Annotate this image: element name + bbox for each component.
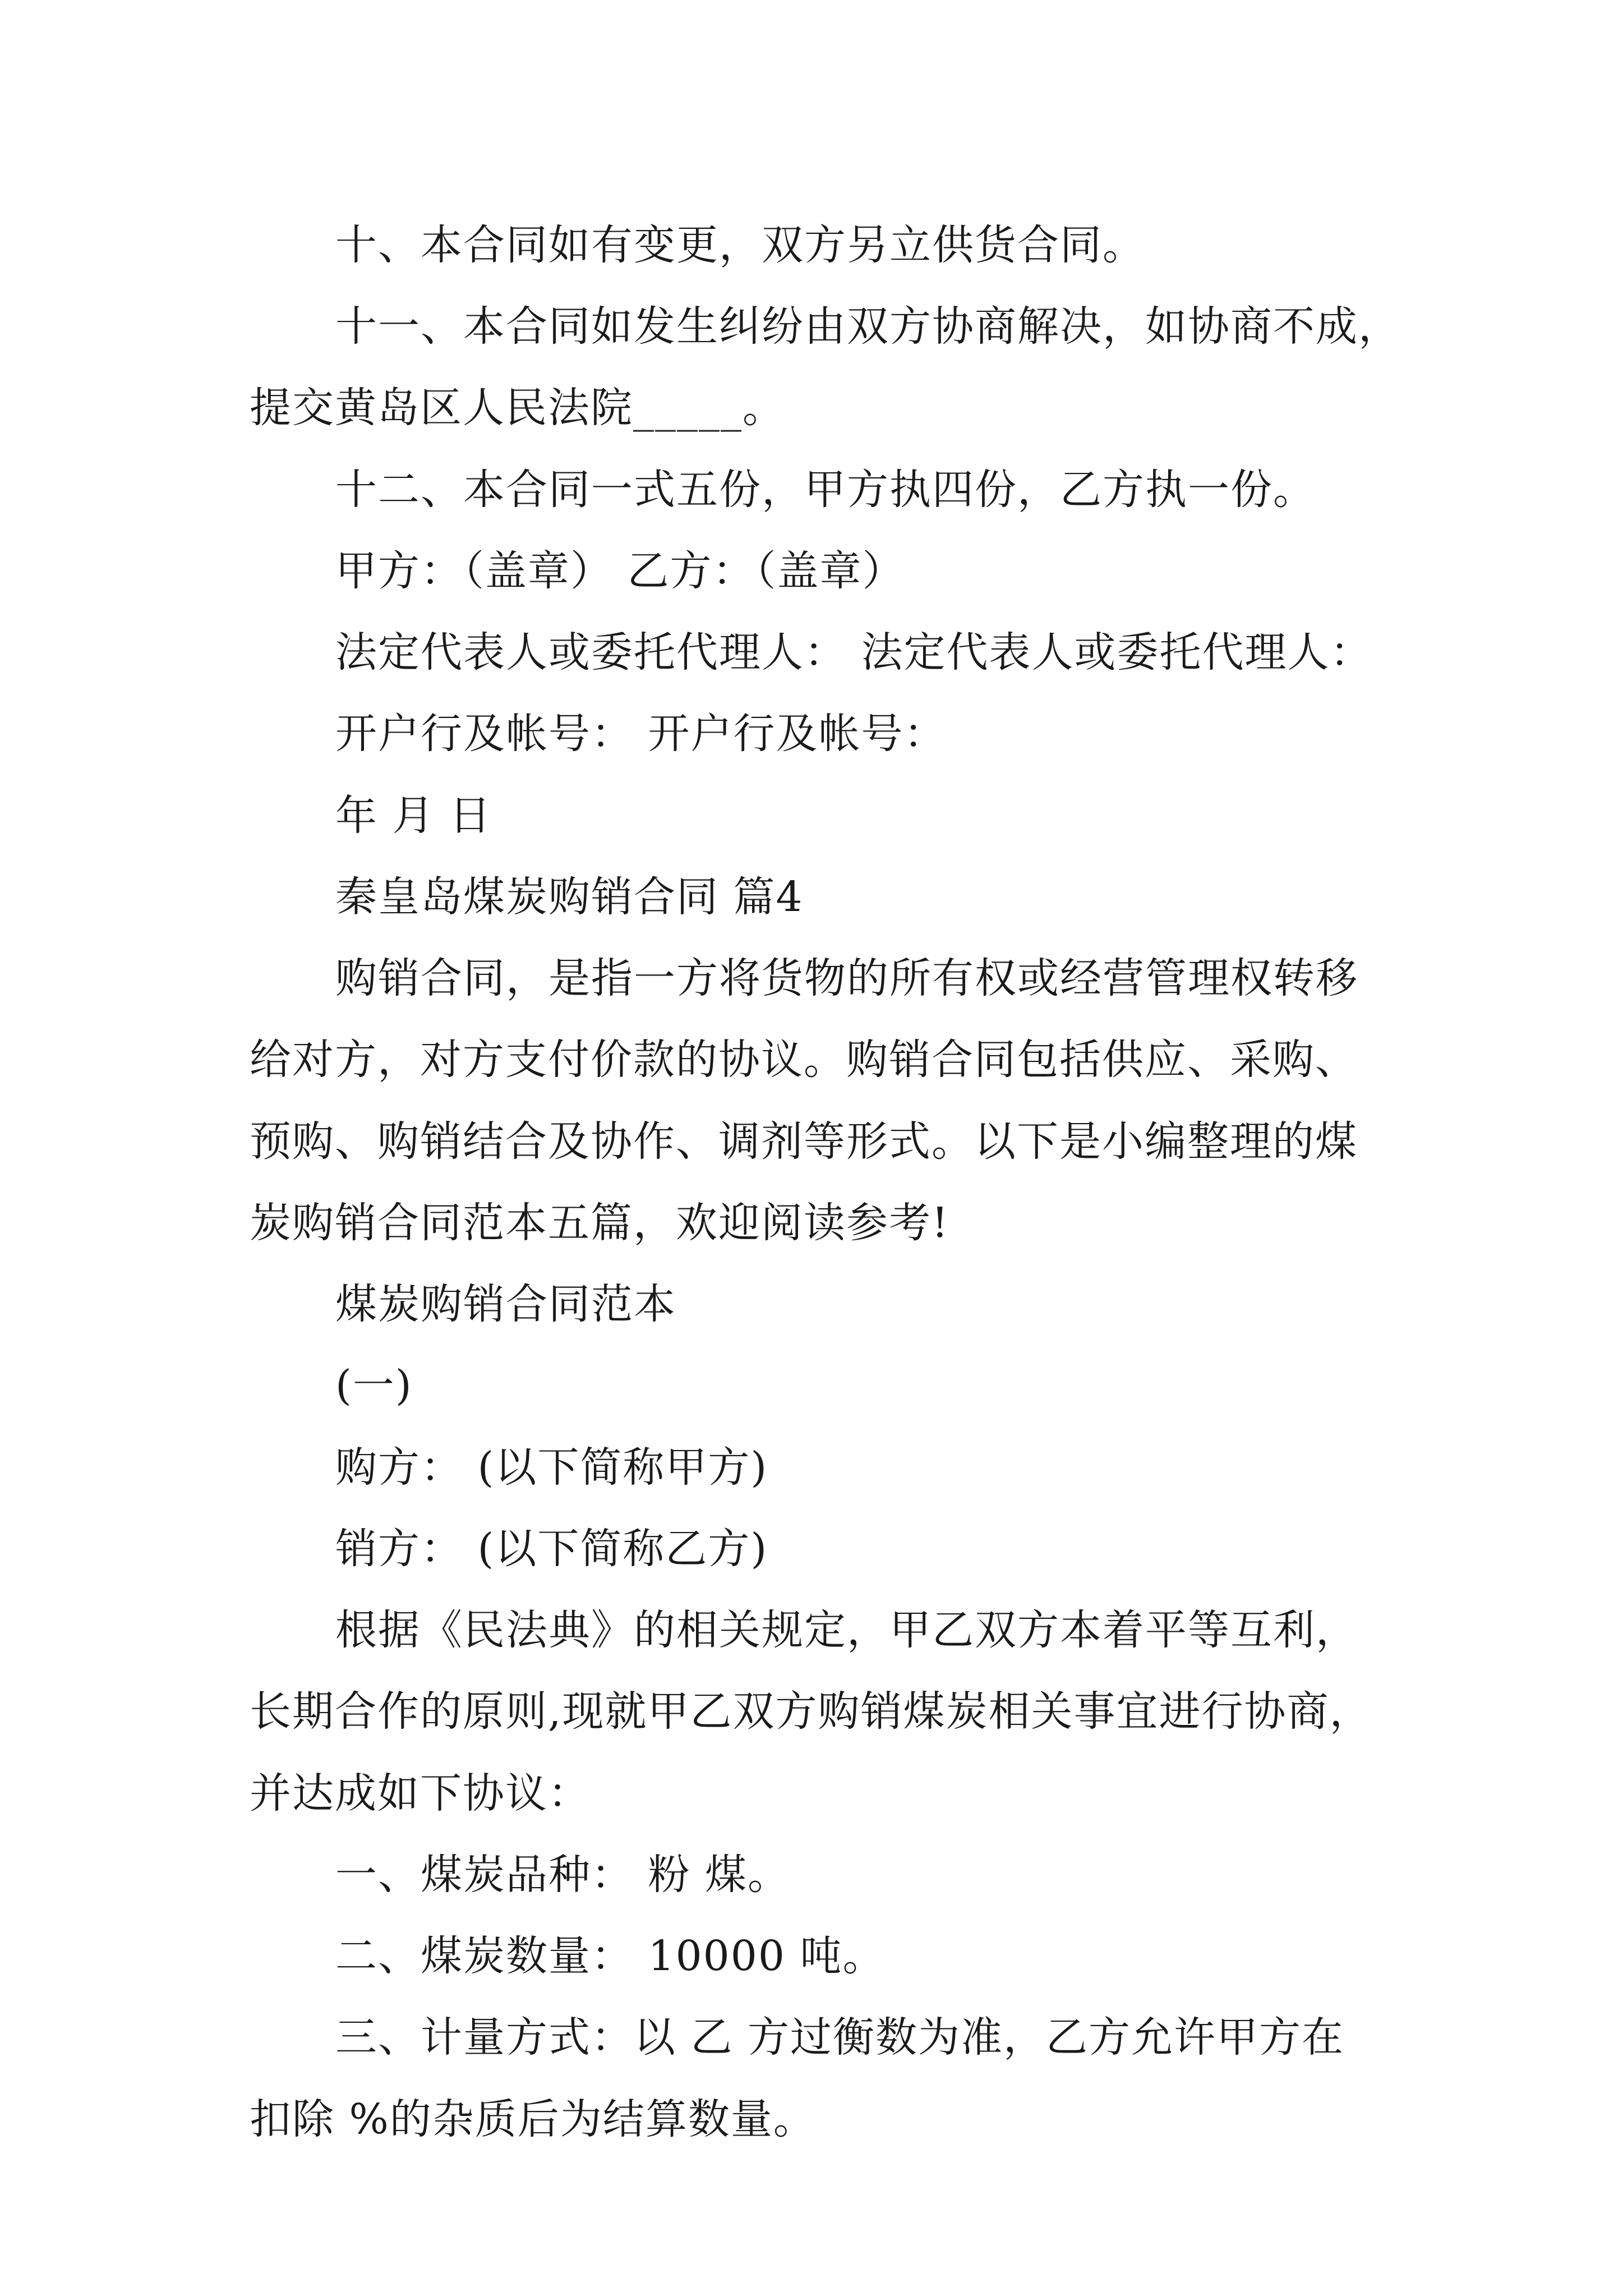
measurement-line-1: 三、计量方式：以 乙 方过衡数为准，乙方允许甲方在 [335,2013,1345,2062]
measurement-line-2: 扣除 %的杂质后为结算数量。 [250,2095,816,2143]
coal-type: 一、煤炭品种： 粉 煤。 [335,1851,791,1899]
clause-11-line-2: 提交黄岛区人民法院_____。 [250,384,785,432]
template-number: (一) [335,1361,413,1410]
legal-representatives: 法定代表人或委托代理人： 法定代表人或委托代理人： [335,628,1373,677]
bank-accounts: 开户行及帐号： 开户行及帐号： [335,710,947,758]
section-heading: 秦皇岛煤炭购销合同 篇4 [335,873,804,921]
coal-quantity: 二、煤炭数量： 10000 吨。 [335,1932,886,1980]
signing-date: 年 月 日 [335,792,492,840]
intro-line-1: 购销合同，是指一方将货物的所有权或经营管理权转移 [335,954,1358,1002]
preamble-line-3: 并达成如下协议： [250,1769,591,1818]
buyer-line: 购方： (以下简称甲方) [335,1443,768,1492]
intro-line-4: 炭购销合同范本五篇，欢迎阅读参考! [250,1199,949,1247]
party-seals: 甲方：（盖章） 乙方：（盖章） [335,547,905,595]
clause-11-line-1: 十一、本合同如发生纠纷由双方协商解决，如协商不成， [335,302,1401,351]
intro-line-3: 预购、购销结合及协作、调剂等形式。以下是小编整理的煤 [250,1117,1358,1166]
preamble-line-1: 根据《民法典》的相关规定，甲乙双方本着平等互利， [335,1606,1358,1654]
clause-10: 十、本合同如有变更，双方另立供货合同。 [335,221,1145,269]
seller-line: 销方： (以下简称乙方) [335,1525,768,1573]
intro-line-2: 给对方，对方支付价款的协议。购销合同包括供应、采购、 [250,1036,1358,1084]
preamble-line-2: 长期合作的原则,现就甲乙双方购销煤炭相关事宜进行协商， [250,1687,1372,1736]
clause-12: 十二、本合同一式五份，甲方执四份，乙方执一份。 [335,466,1316,514]
template-title: 煤炭购销合同范本 [335,1280,676,1328]
